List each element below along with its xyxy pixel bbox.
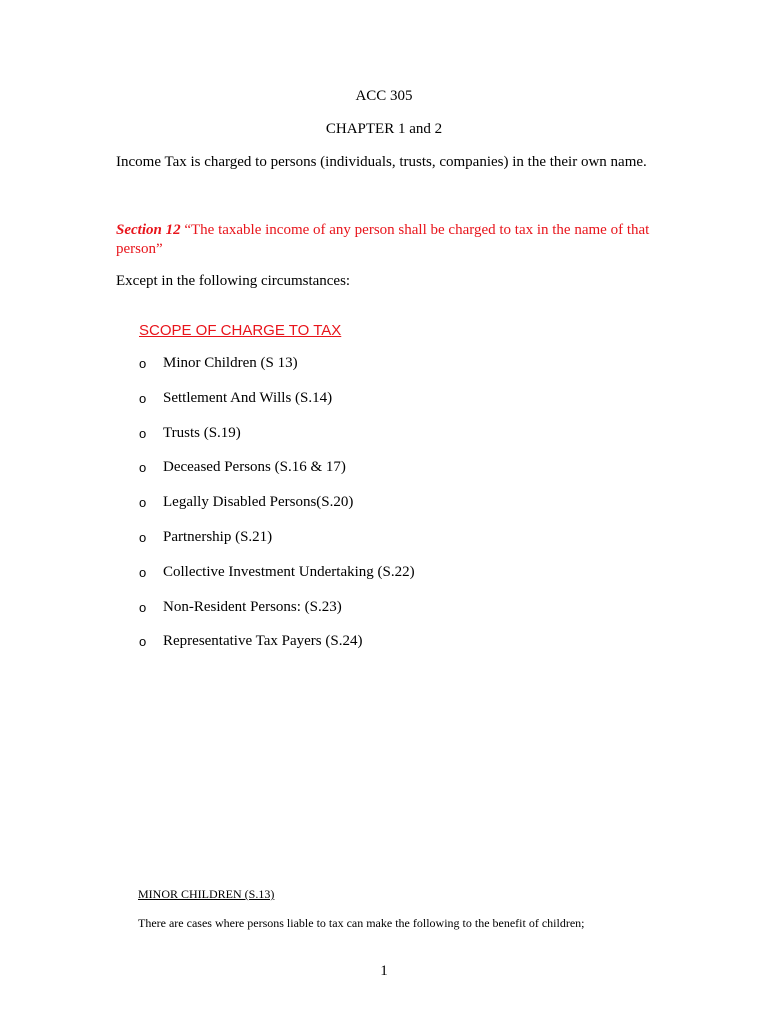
list-item xyxy=(139,493,415,528)
list-item xyxy=(139,458,415,493)
list-item-text: Non-Resident Persons: (S.23) xyxy=(163,598,342,615)
bullet-marker: o xyxy=(139,460,147,476)
page-number: 1 xyxy=(380,963,388,979)
minor-children-heading: MINOR CHILDREN (S.13) xyxy=(138,887,275,901)
except-paragraph: Except in the following circumstances: xyxy=(116,273,351,289)
list-item xyxy=(139,354,415,389)
section-12-quote: “The taxable income of any person shall be charged to tax in the name of that person” xyxy=(116,222,650,257)
list-item xyxy=(139,598,415,633)
bullet-marker: o xyxy=(139,634,147,650)
list-item-text: Partnership (S.21) xyxy=(163,528,273,545)
minor-children-text: There are cases where persons liable to tax can make the following to the benefit of children; xyxy=(138,916,585,930)
bullet-marker: o xyxy=(139,495,147,511)
bullet-marker: o xyxy=(139,529,147,545)
list-item xyxy=(139,632,415,667)
list-item-text: Legally Disabled Persons(S.20) xyxy=(163,494,354,511)
list-item xyxy=(139,389,415,424)
list-item-text: Representative Tax Payers (S.24) xyxy=(163,633,363,650)
scope-heading: SCOPE OF CHARGE TO TAX xyxy=(139,322,342,339)
bullet-marker: o xyxy=(139,390,147,406)
bullet-marker: o xyxy=(139,599,147,615)
list-item xyxy=(139,563,415,598)
scope-list xyxy=(139,354,415,667)
chapter-heading: CHAPTER 1 and 2 xyxy=(325,121,443,137)
list-item-text: Minor Children (S 13) xyxy=(163,355,298,371)
section-12-paragraph xyxy=(116,221,652,259)
bullet-marker: o xyxy=(139,564,147,580)
bullet-marker: o xyxy=(139,356,147,371)
list-item-text: Collective Investment Undertaking (S.22) xyxy=(163,563,415,580)
document-title: ACC 305 xyxy=(355,88,413,104)
list-item xyxy=(139,424,415,459)
intro-paragraph: Income Tax is charged to persons (individuals, trusts, companies) in the their own name. xyxy=(116,154,647,170)
bullet-marker: o xyxy=(139,425,147,441)
section-12-label: Section 12 xyxy=(116,222,181,238)
list-item-text: Trusts (S.19) xyxy=(163,424,241,441)
list-item-text: Settlement And Wills (S.14) xyxy=(163,389,333,406)
list-item-text: Deceased Persons (S.16 & 17) xyxy=(163,459,346,476)
list-item xyxy=(139,528,415,563)
